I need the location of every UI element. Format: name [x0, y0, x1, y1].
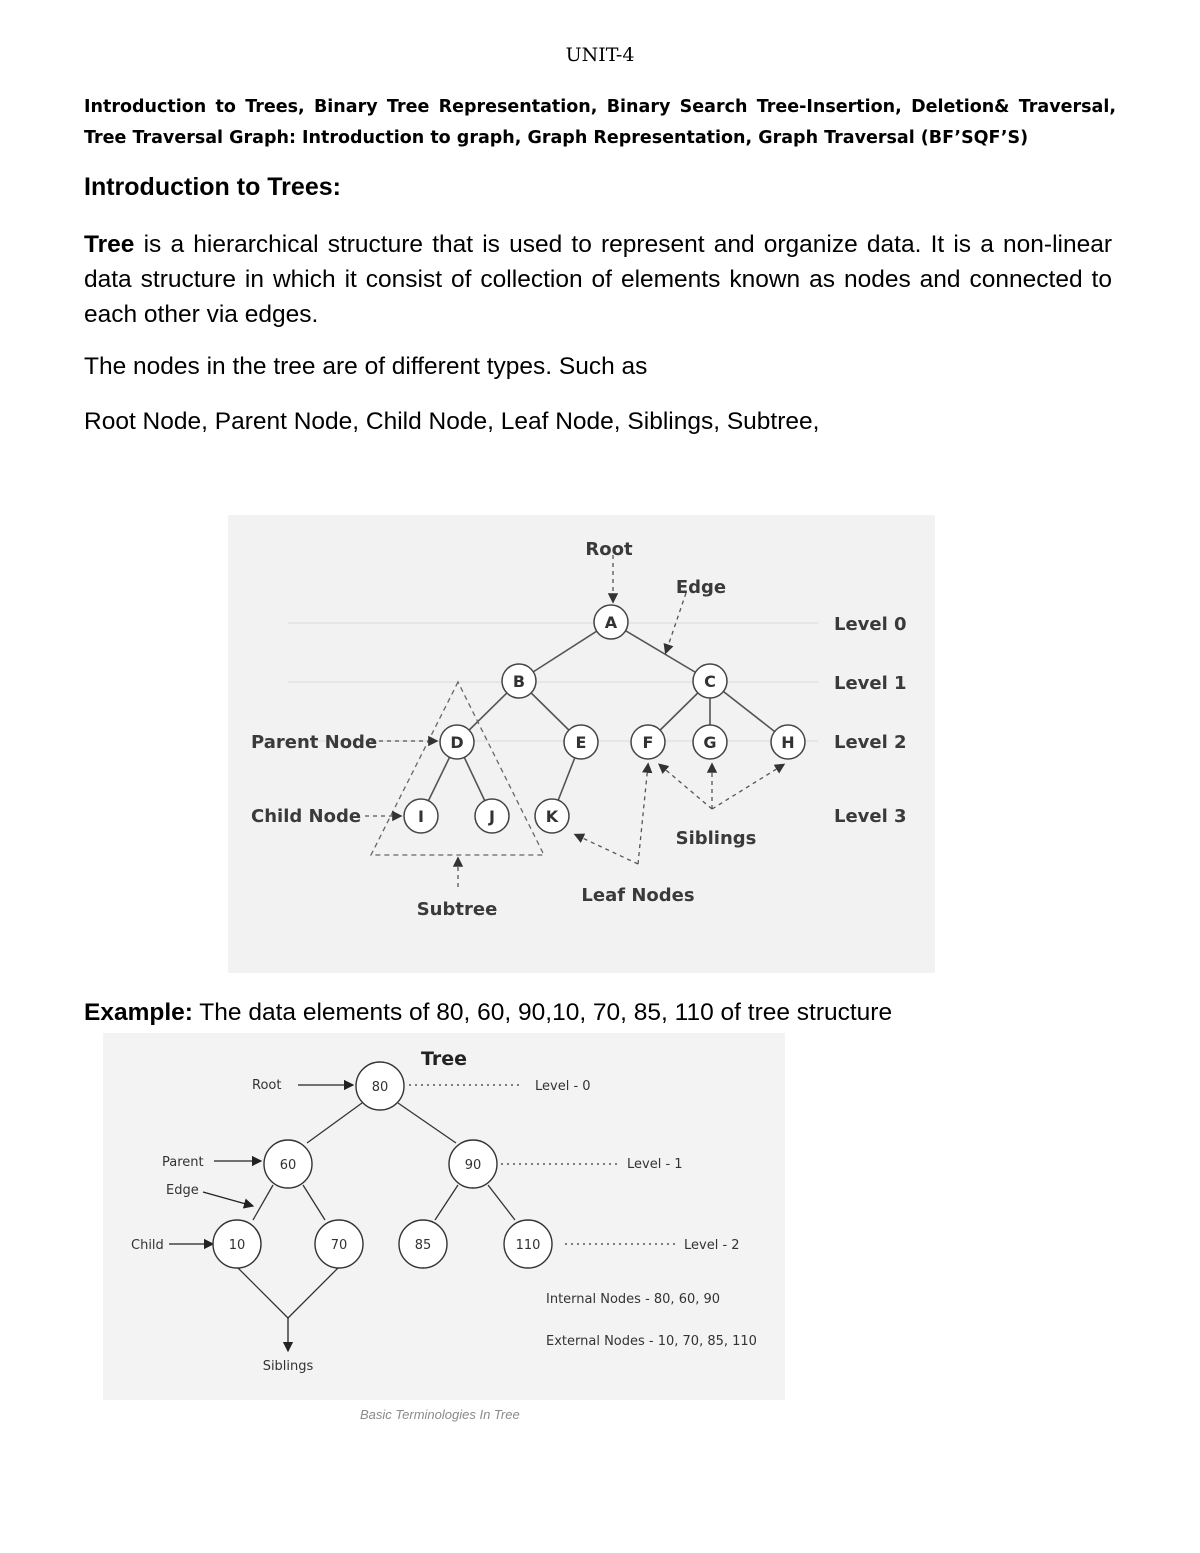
node-types-list: Root Node, Parent Node, Child Node, Leaf Node, Siblings, Subtree,: [84, 408, 820, 435]
node-c: [693, 664, 727, 698]
svg-text:C: C: [704, 672, 716, 691]
internal-nodes-text: Internal Nodes - 80, 60, 90: [546, 1292, 721, 1307]
level-2-label: Level 2: [834, 732, 907, 753]
example-siblings-label: Siblings: [262, 1359, 314, 1374]
node-f: [631, 725, 665, 759]
svg-text:J: J: [489, 807, 495, 826]
svg-text:I: I: [418, 807, 424, 826]
edge-label: Edge: [675, 577, 727, 598]
example-child-label: Child: [131, 1238, 164, 1253]
example-tree-title: Tree: [420, 1048, 468, 1070]
example-line: [84, 999, 892, 1027]
svg-text:K: K: [545, 807, 559, 826]
example-root-label: Root: [252, 1078, 282, 1093]
svg-text:60: 60: [279, 1158, 297, 1173]
svg-text:A: A: [604, 613, 618, 632]
tree-definition: [84, 227, 1112, 332]
tree-edges: [421, 622, 788, 816]
subtree-triangle: [371, 682, 544, 855]
node-g: [693, 725, 727, 759]
node-i: [404, 799, 438, 833]
example-edge-label: Edge: [166, 1183, 199, 1198]
node-k: [535, 799, 569, 833]
subtree-label: Subtree: [416, 899, 498, 920]
node-types-intro: The nodes in the tree are of different types. Such as: [84, 353, 648, 380]
node-80: [356, 1062, 404, 1110]
syllabus-text: Introduction to Trees, Binary Tree Representation, Binary Search Tree-Insertion, Deletion& Traversal, Tree Traversal Graph: Introduction to graph, Graph Representation, Graph Traversal (BF’SQF’S): [84, 97, 1116, 148]
svg-text:D: D: [450, 733, 464, 752]
level-3-label: Level 3: [834, 806, 907, 827]
svg-text:70: 70: [330, 1238, 348, 1253]
tree-terminology-figure: [228, 515, 935, 973]
svg-text:H: H: [781, 733, 795, 752]
leaf-nodes-label: Leaf Nodes: [581, 885, 695, 906]
node-j: [475, 799, 509, 833]
example-label: Example:: [84, 999, 193, 1026]
svg-text:110: 110: [515, 1238, 541, 1253]
siblings-label: Siblings: [675, 828, 757, 849]
node-h: [771, 725, 805, 759]
node-70: [315, 1220, 363, 1268]
level-1-label: Level 1: [834, 673, 907, 694]
root-label: Root: [585, 539, 633, 560]
node-e: [564, 725, 598, 759]
node-85: [399, 1220, 447, 1268]
example-level-2: Level - 2: [684, 1238, 740, 1253]
example-level-0: Level - 0: [535, 1079, 591, 1094]
svg-text:F: F: [642, 733, 654, 752]
svg-text:90: 90: [464, 1158, 482, 1173]
parent-node-label: Parent Node: [251, 732, 378, 753]
example-edges: [237, 1103, 515, 1318]
svg-text:B: B: [512, 672, 526, 691]
example-level-1: Level - 1: [627, 1157, 683, 1172]
example-parent-label: Parent: [162, 1155, 204, 1170]
svg-text:10: 10: [228, 1238, 246, 1253]
example-tree-diagram: [103, 1033, 785, 1400]
child-node-label: Child Node: [251, 806, 362, 827]
example-text: The data elements of 80, 60, 90,10, 70, 85, 110 of tree structure: [192, 999, 893, 1026]
svg-text:85: 85: [414, 1238, 432, 1253]
tree-term: Tree: [84, 231, 135, 258]
node-90: [449, 1140, 497, 1188]
figure-caption: Basic Terminologies In Tree: [360, 1407, 520, 1422]
node-110: [504, 1220, 552, 1268]
node-10: [213, 1220, 261, 1268]
svg-text:80: 80: [371, 1080, 389, 1095]
level-0-label: Level 0: [834, 614, 907, 635]
svg-text:E: E: [575, 733, 587, 752]
svg-text:G: G: [703, 733, 717, 752]
node-60: [264, 1140, 312, 1188]
level-guides: [288, 623, 818, 741]
example-tree-figure: [103, 1033, 785, 1400]
external-nodes-text: External Nodes - 10, 70, 85, 110: [546, 1334, 757, 1349]
example-arrows: [169, 1085, 353, 1351]
tree-terminology-diagram: [228, 515, 935, 973]
node-a: [594, 605, 628, 639]
tree-definition-text: is a hierarchical structure that is used to represent and organize data. It is a non-linear data structure in which it consist of collection of elements known as nodes and connected to each other via edges.: [84, 231, 1112, 328]
node-b: [502, 664, 536, 698]
node-d: [440, 725, 474, 759]
section-heading: Introduction to Trees:: [84, 173, 341, 201]
unit-title: UNIT-4: [565, 44, 635, 66]
